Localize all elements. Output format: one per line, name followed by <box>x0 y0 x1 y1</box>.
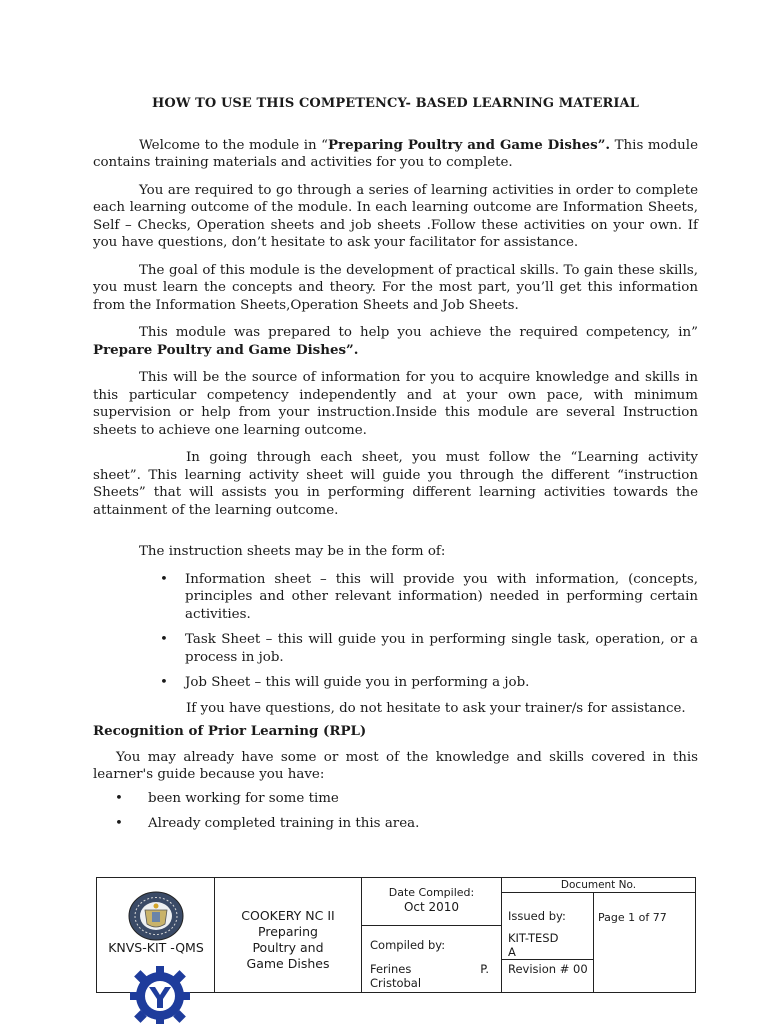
list-item <box>93 815 698 833</box>
rpl-list <box>93 790 698 833</box>
paragraph-source: This will be the source of information for you to acquire knowledge and skills in this particular competency independently and at your own pace, with minimum supervision or help from your instruction.Inside this module are several Instruction sheets to achieve one learning outcome. <box>93 370 698 438</box>
paragraph-goal: The goal of this module is the development of practical skills. To gain these skills, you must learn the concepts and theory. For the most part, you’ll get this information from the Information Sheets,Operation Sheets and Job Sheets. <box>93 262 698 313</box>
bullet-icon: • <box>115 790 123 806</box>
list-item <box>93 790 698 808</box>
compiler-last: Cristobal <box>370 976 422 990</box>
competency-name: Prepare Poultry and Game Dishes”. <box>93 341 359 358</box>
bullet-icon: • <box>160 571 168 587</box>
compiler-first: Ferines <box>370 962 412 976</box>
institution-label: KNVS-KIT -QMS <box>108 940 204 955</box>
revision-cell: Revision # 00 <box>502 960 594 992</box>
rpl-paragraph: You may already have some or most of the knowledge and skills covered in this learner's guide because you have: <box>93 749 698 782</box>
page-title: HOW TO USE THIS COMPETENCY- BASED LEARNING MATERIAL <box>152 96 639 111</box>
issued-cell <box>502 893 594 960</box>
paragraph-activities: You are required to go through a series of learning activities in order to complete each learning outcome of the module. In each learning outcome are Information Sheets, Self – Checks, Operation sheets and job sheets .Follow these activities on your own. If you have questions, don’t hesitate to ask your facilitator for assistance. <box>93 182 698 250</box>
compiled-label: Compiled by: <box>370 938 446 952</box>
intro-text: Welcome to the module in “ <box>139 137 328 153</box>
tesda-gear-logo-icon <box>128 962 192 1024</box>
compiler-initial: P. <box>480 962 489 976</box>
bullet-icon: • <box>115 816 123 831</box>
questions-paragraph: If you have questions, do not hesitate to ask your trainer/s for assistance. <box>186 700 686 716</box>
school-seal-icon <box>127 890 185 942</box>
module-title-line: Preparing <box>258 924 318 939</box>
page-content <box>93 95 698 841</box>
issuer: KIT-TESDA <box>508 931 559 959</box>
sheets-intro: The instruction sheets may be in the form of: <box>139 544 446 559</box>
course-name: COOKERY NC II <box>241 908 335 923</box>
list-item-text: been working for some time <box>148 790 339 806</box>
date-value: Oct 2010 <box>403 900 460 914</box>
compiler-cell <box>362 926 502 992</box>
date-label: Date Compiled: <box>388 886 475 899</box>
list-item <box>93 631 698 666</box>
bullet-icon: • <box>160 632 168 647</box>
bullet-icon: • <box>160 675 168 690</box>
intro-paragraph <box>93 137 698 172</box>
spacer <box>93 529 698 543</box>
issued-label: Issued by: <box>508 909 566 923</box>
list-item-text: Job Sheet – this will guide you in performing a job. <box>185 675 530 690</box>
list-item <box>93 571 698 624</box>
module-title-line: Poultry and <box>252 940 324 955</box>
page-number-cell: Page 1 of 77 <box>598 911 667 924</box>
paragraph-sheets: In going through each sheet, you must follow the “Learning activity sheet”. This learning activity sheet will guide you through the different “instruction Sheets” that will assists you in performing different learning activities towards the attainment of the learning outcome. <box>93 450 698 518</box>
document-no-header: Document No. <box>502 878 695 893</box>
list-item <box>93 674 698 692</box>
paragraph-competency <box>93 324 698 359</box>
intro-text-end: This module contains training materials and activities for you to complete. <box>93 137 698 170</box>
module-cell <box>215 878 362 992</box>
competency-text: This module was prepared to help you achieve the required competency, in” <box>139 325 698 340</box>
module-name: Preparing Poultry and Game Dishes”. <box>327 136 611 153</box>
compiler-name <box>370 962 497 976</box>
sheet-list <box>93 571 698 692</box>
module-title-line: Game Dishes <box>246 956 330 971</box>
list-item-text: Task Sheet – this will guide you in performing single task, operation, or a process in job. <box>185 632 698 665</box>
date-cell <box>362 878 502 926</box>
list-item-text: Information sheet – this will provide you with information, (concepts, principles and other relevant information) needed in performing certain activities. <box>185 571 698 622</box>
list-item-text: Already completed training in this area. <box>148 816 420 831</box>
rpl-heading: Recognition of Prior Learning (RPL) <box>93 723 367 739</box>
